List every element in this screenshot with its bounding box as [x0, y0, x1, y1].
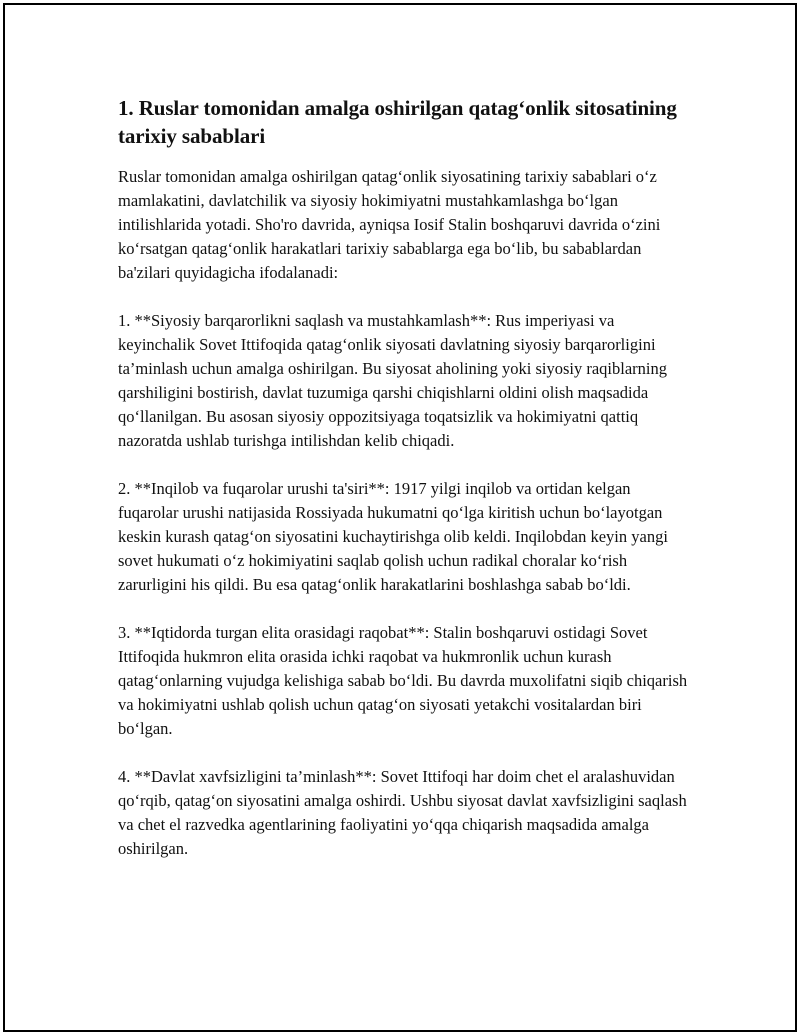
document-body	[118, 94, 693, 885]
point-3-paragraph: 3. **Iqtidorda turgan elita orasidagi raqobat**: Stalin boshqaruvi ostidagi Sovet Ittifoqida hukmron elita orasida ichki raqobat va hukmronlik uchun kurash qatag‘onlarning vujudga kelishiga sabab bo‘ldi. Bu davrda muxolifatni siqib chiqarish va hokimiyatni ushlab qolish uchun qatag‘on siyosati yetakchi vositalardan biri bo‘lgan.	[118, 623, 688, 738]
document-title: 1. Ruslar tomonidan amalga oshirilgan qatag‘onlik sitosatining tarixiy sabablari	[118, 96, 677, 148]
point-4-paragraph: 4. **Davlat xavfsizligini ta’minlash**: Sovet Ittifoqi har doim chet el aralashuvidan qo‘rqib, qatag‘on siyosatini amalga oshirdi. Ushbu siyosat davlat xavfsizligini saqlash va chet el razvedka agentlarining faoliyatini yo‘qqa chiqarish maqsadida amalga oshirilgan.	[118, 767, 687, 858]
point-2-paragraph: 2. **Inqilob va fuqarolar urushi ta'siri**: 1917 yilgi inqilob va ortidan kelgan fuqarolar urushi natijasida Rossiyada hukumatni qo‘lga kiritish uchun bo‘layotgan keskin kurash qatag‘on siyosatini kuchaytirishga olib keldi. Inqilobdan keyin yangi sovet hukumati o‘z hokimiyatini saqlab qolish uchun radikal choralar ko‘rish zarurligini his qildi. Bu esa qatag‘onlik harakatlarini boshlashga sabab bo‘ldi.	[118, 479, 668, 594]
point-1-paragraph: 1. **Siyosiy barqarorlikni saqlash va mustahkamlash**: Rus imperiyasi va keyinchalik Sovet Ittifoqida qatag‘onlik siyosati davlatning siyosiy barqarorligini ta’minlash uchun amalga oshirilgan. Bu siyosat aholining yoki siyosiy raqiblarning qarshiligini bostirish, davlat tuzumiga qarshi chiqishlarni oldini olish maqsadida qo‘llanilgan. Bu asosan siyosiy oppozitsiyaga toqatsizlik va hokimiyatni qattiq nazoratda ushlab turishga intilishdan kelib chiqadi.	[118, 311, 668, 450]
intro-paragraph: Ruslar tomonidan amalga oshirilgan qatag‘onlik siyosatining tarixiy sabablari o‘z mamlakatini, davlatchilik va siyosiy hokimiyatni mustahkamlashga bo‘lgan intilishlarida yotadi. Sho'ro davrida, ayniqsa Iosif Stalin boshqaruvi davrida o‘zini ko‘rsatgan qatag‘onlik harakatlari tarixiy sabablarga ega bo‘lib, bu sabablardan ba'zilari quyidagicha ifodalanadi:	[118, 167, 661, 282]
